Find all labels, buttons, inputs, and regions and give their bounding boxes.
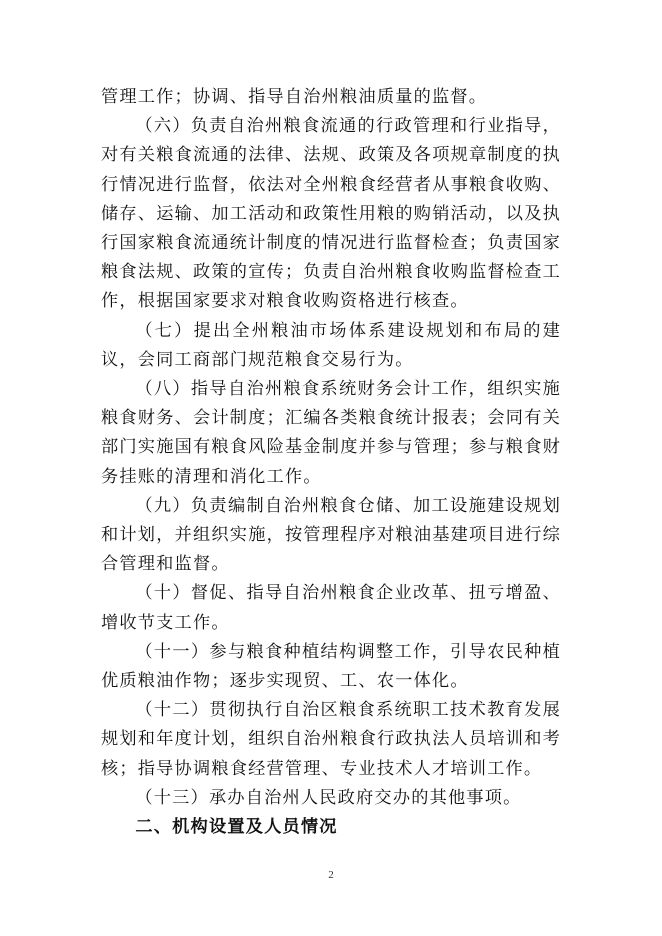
paragraph-item-11: （十一）参与粮食种植结构调整工作，引导农民种植优质粮油作物；逐步实现贸、工、农一体化。 <box>101 641 561 692</box>
paragraph-item-12: （十二）贯彻执行自治区粮食系统职工技术教育发展规划和年度计划，组织自治州粮食行政执法人员培训和考核；指导协调粮食经营管理、专业技术人才培训工作。 <box>101 700 561 779</box>
paragraph-item-13: （十三）承办自治州人民政府交办的其他事项。 <box>135 787 522 808</box>
paragraph-item-10: （十）督促、指导自治州粮食企业改革、扭亏增盈、增收节支工作。 <box>101 583 561 633</box>
paragraph-item-9: （九）负责编制自治州粮食仓储、加工设施建设规划和计划，并组织实施，按管理程序对粮油基建项目进行综合管理和监督。 <box>101 495 561 575</box>
page-number: 2 <box>328 869 334 881</box>
paragraph-item-6: （六）负责自治州粮食流通的行政管理和行业指导，对有关粮食流通的法律、法规、政策及各项规章制度的执行情况进行监督，依法对全州粮食经营者从事粮食收购、储存、运输、加工活动和政策性用粮的购销活动，以及执行国家粮食流通统计制度的情况进行监督检查；负责国家粮食法规、政策的宣传；负责自治州粮食收购监督检查工作，根据国家要求对粮食收购资格进行核查。 <box>101 116 561 312</box>
paragraph-continuation: 管理工作；协调、指导自治州粮油质量的监督。 <box>101 87 488 107</box>
paragraph-item-7: （七）提出全州粮油市场体系建设规划和布局的建议，会同工商部门规范粮食交易行为。 <box>101 320 561 370</box>
paragraph-item-8: （八）指导自治州粮食系统财务会计工作，组织实施粮食财务、会计制度；汇编各类粮食统计报表；会同有关部门实施国有粮食风险基金制度并参与管理；参与粮食财务挂账的清理和消化工作。 <box>101 379 561 487</box>
document-body <box>101 83 561 842</box>
section-heading: 二、机构设置及人员情况 <box>135 817 338 838</box>
